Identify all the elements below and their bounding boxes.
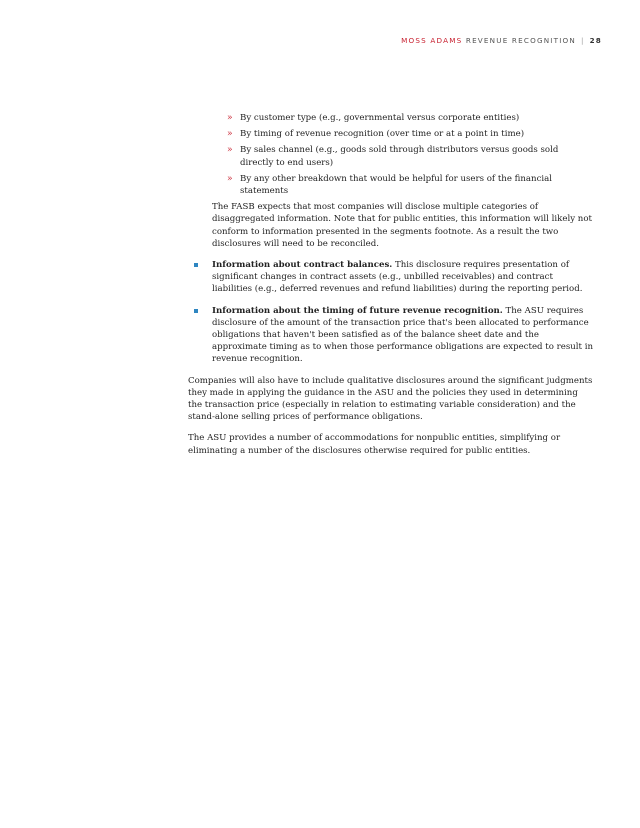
page-number: 28 <box>589 36 602 45</box>
list-item: » By timing of revenue recognition (over time or at a point in time) <box>227 129 525 140</box>
chevron-right-icon: » <box>227 113 233 123</box>
bullet-heading: Information about the timing of future revenue recognition. <box>212 305 503 316</box>
qualitative-disclosures-paragraph: Companies will also have to include qualitative disclosures around the significant judgments they made in applying the guidance in the ASU and the policies they used in determining the transaction price (especially in relation to estimating variable consideration) and the stand-alone selling prices of performance obligations. <box>188 375 593 423</box>
document-title: REVENUE RECOGNITION <box>465 36 576 45</box>
page-body <box>188 112 593 466</box>
chevron-right-icon: » <box>227 129 233 140</box>
list-item: » By customer type (e.g., governmental versus corporate entities) <box>227 113 520 123</box>
brand-name: MOSS ADAMS <box>401 36 463 45</box>
running-header <box>401 36 602 45</box>
bullet-text: The ASU requires disclosure of the amount of the transaction price that's been allocated to performance obligations that haven't been satisfied as of the balance sheet date and the approximate timing as to when those performance obligations are expected to result in revenue recognition. <box>212 305 593 365</box>
list-item: » By any other breakdown that would be helpful for users of the financial statements <box>227 173 553 197</box>
bullet-text: This disclosure requires presentation of significant changes in contract assets (e.g., unbilled receivables) and contract liabilities (e.g., deferred revenues and refund liabilities) during the reporting period. <box>212 260 583 295</box>
chevron-right-icon: » <box>227 145 233 156</box>
disclosure-bullets <box>188 259 593 366</box>
fasb-paragraph: The FASB expects that most companies will disclose multiple categories of disaggregated information. Note that for public entities, this information will likely not conform to information presented in the segments footnote. As a result the two disclosures will need to be reconciled. <box>212 202 592 249</box>
header-separator: | <box>580 36 585 45</box>
list-item <box>212 259 593 296</box>
chevron-right-icon: » <box>227 173 233 184</box>
list-item: » By sales channel (e.g., goods sold through distributors versus goods sold directly to end users) <box>227 145 559 168</box>
bullet-icon <box>194 263 198 267</box>
disaggregation-list <box>188 112 593 197</box>
nonpublic-accommodations-paragraph: The ASU provides a number of accommodations for nonpublic entities, simplifying or eliminating a number of the disclosures otherwise required for public entities. <box>188 433 561 456</box>
list-item <box>212 305 593 366</box>
bullet-icon <box>194 309 198 313</box>
bullet-heading: Information about contract balances. <box>212 260 393 271</box>
